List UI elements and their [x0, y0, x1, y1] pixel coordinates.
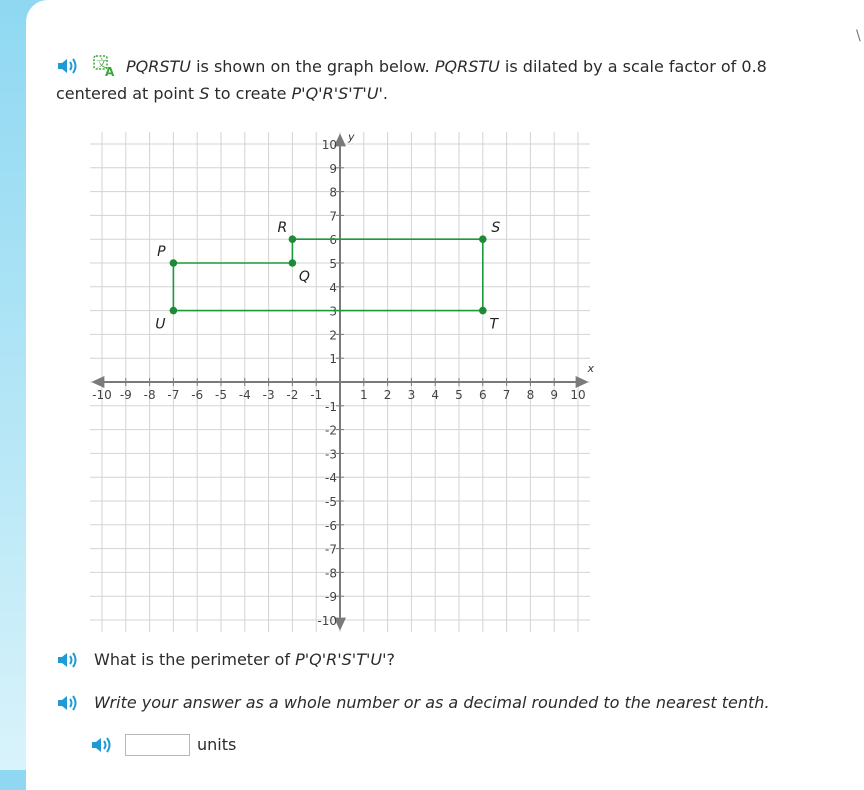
y-tick-label: 8 [329, 185, 337, 200]
vertex-label-q: Q [298, 269, 310, 285]
polygon-pqrstu [173, 239, 482, 310]
y-tick-label: -8 [325, 566, 337, 581]
speaker-icon[interactable] [56, 650, 80, 670]
vertex-label-s: S [491, 220, 501, 237]
y-tick-label: 3 [329, 304, 337, 319]
x-axis-label: x [587, 362, 595, 375]
vertex-label-r: R [277, 220, 288, 237]
x-tick-label: 8 [526, 388, 535, 402]
y-tick-label: 5 [329, 257, 337, 271]
x-tick-label: -3 [262, 388, 275, 402]
y-tick-label: 7 [329, 209, 337, 224]
prompt-line-1: PQRSTU is shown on the graph below. PQRSTU is dilated by a scale factor of 0.8 [126, 57, 767, 76]
y-tick-label: -2 [325, 423, 337, 438]
x-tick-label: -4 [238, 388, 251, 402]
svg-text:A: A [105, 65, 115, 78]
instruction-text: Write your answer as a whole number or as a decimal rounded to the nearest tenth. [94, 693, 770, 712]
coordinate-graph [82, 122, 602, 632]
x-tick-label: 1 [359, 388, 368, 402]
vertex-point-r [289, 235, 297, 243]
y-axis-label: y [348, 130, 355, 144]
x-tick-label: -7 [167, 388, 180, 402]
x-tick-label: 5 [455, 388, 463, 402]
x-tick-label: 9 [550, 388, 559, 402]
x-tick-label: -9 [119, 388, 132, 402]
svg-text:文: 文 [96, 57, 107, 70]
x-tick-label: 3 [407, 388, 416, 402]
speaker-icon[interactable] [56, 56, 80, 76]
x-tick-label: 6 [478, 388, 487, 402]
y-tick-label: -9 [325, 590, 337, 605]
x-tick-label: 4 [431, 388, 440, 402]
x-tick-label: -8 [143, 388, 156, 402]
vertex-point-t [479, 307, 487, 315]
vertex-label-t: T [489, 316, 499, 333]
y-tick-label: -10 [317, 614, 337, 628]
y-tick-label: 10 [321, 138, 337, 152]
translate-icon[interactable] [92, 54, 118, 78]
vertex-point-q [289, 259, 297, 267]
x-tick-label: 2 [383, 388, 392, 402]
y-tick-label: -3 [325, 447, 337, 462]
x-tick-label: -1 [310, 388, 323, 402]
prompt-line-2: centered at point S to create P'Q'R'S'T'U'. [56, 84, 389, 103]
vertex-point-s [479, 235, 487, 243]
vertex-point-u [170, 307, 178, 315]
y-tick-label: -1 [325, 399, 337, 414]
question-text: What is the perimeter of P'Q'R'S'T'U'? [94, 650, 395, 669]
y-tick-label: -5 [325, 495, 337, 509]
x-tick-label: -6 [191, 388, 204, 402]
y-tick-label: 4 [329, 280, 337, 295]
x-tick-label: 10 [570, 388, 586, 402]
speaker-icon[interactable] [90, 735, 114, 755]
y-tick-label: -7 [325, 542, 337, 557]
y-tick-label: 6 [329, 233, 337, 248]
speaker-icon[interactable] [56, 693, 80, 713]
x-tick-label: -2 [286, 388, 299, 402]
y-tick-label: 9 [329, 161, 337, 176]
vertex-point-p [170, 259, 178, 267]
vertex-label-u: U [155, 316, 166, 333]
x-tick-label: -10 [92, 388, 112, 402]
x-tick-label: -5 [215, 388, 227, 402]
y-tick-label: 1 [329, 352, 337, 367]
x-tick-label: 7 [502, 388, 511, 402]
y-tick-label: -4 [325, 471, 337, 486]
vertex-label-p: P [157, 244, 166, 260]
answer-input[interactable] [125, 734, 190, 756]
y-tick-label: -6 [325, 518, 337, 533]
units-label: units [197, 735, 237, 754]
y-tick-label: 2 [329, 328, 337, 343]
corner-glyph: \ [856, 28, 861, 44]
